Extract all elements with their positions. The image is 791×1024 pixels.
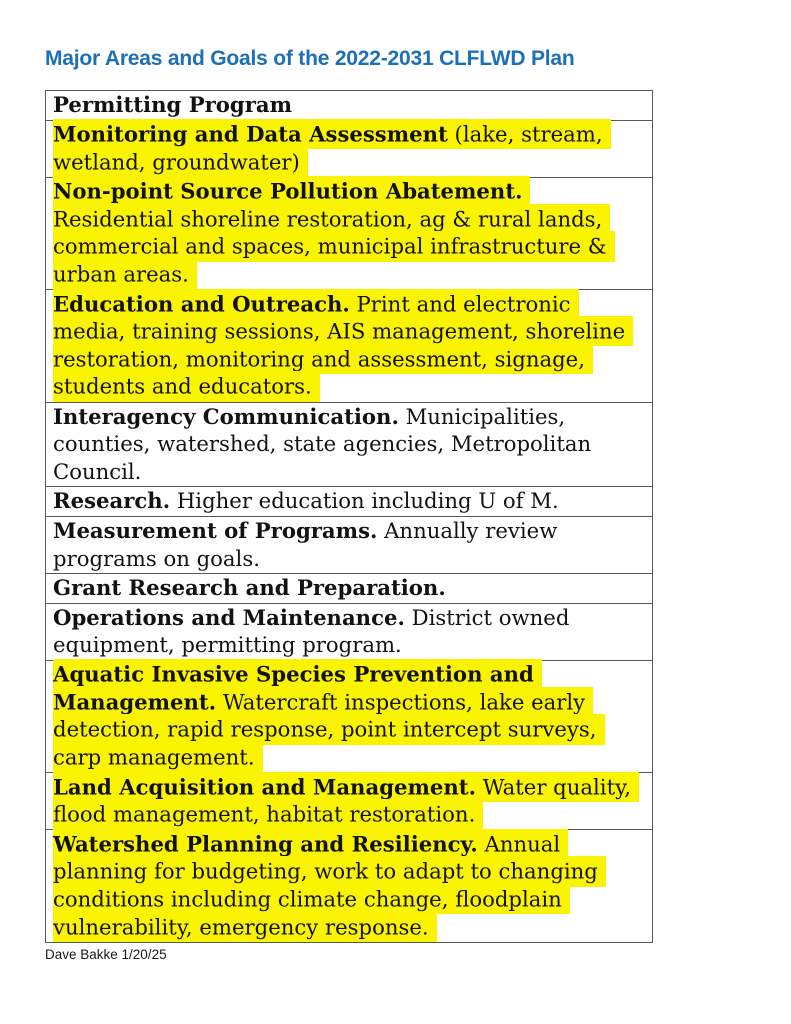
row-topic: Monitoring and Data Assessment [53,121,448,147]
table-cell [46,773,653,830]
table-row [46,91,653,121]
row-topic: Research. [53,488,171,514]
table-row [46,660,653,772]
major-areas-table [45,90,653,943]
page-title: Major Areas and Goals of the 2022-2031 CLFLWD Plan [45,47,575,70]
row-detail: Annual planning for budgeting, work to adapt to changing conditions including climate change, floodplain vulnerability, emergency response. [53,831,598,940]
row-detail: District owned equipment, permitting program. [53,604,570,658]
row-topic: Grant Research and Preparation. [53,575,446,601]
row-detail: Water quality, flood management, habitat restoration. [53,774,631,827]
table-row [46,773,653,830]
table-cell [46,487,653,517]
row-topic: Operations and Maintenance. [53,604,405,630]
row-text [53,488,559,513]
table-row [46,516,653,573]
table-cell [46,290,653,402]
table-cell [46,177,653,289]
table-row [46,487,653,517]
row-text [53,605,569,658]
row-detail: Municipalities, counties, watershed, state agencies, Metropolitan Council. [53,403,592,484]
row-topic: Watershed Planning and Resiliency. [53,831,478,857]
row-text [53,575,446,600]
row-detail: Annually review programs on goals. [53,517,558,571]
table-cell [46,91,653,121]
row-topic: Interagency Communication. [53,403,399,429]
table-cell [46,574,653,604]
row-detail: Watercraft inspections, lake early detection, rapid response, point intercept surveys, carp management. [53,689,597,770]
row-topic: Measurement of Programs. [53,517,378,543]
row-topic: Permitting Program [53,92,293,117]
row-detail: (lake, stream, wetland, groundwater) [53,121,603,175]
table-cell [46,516,653,573]
row-text [53,404,591,484]
table-row [46,290,653,402]
row-detail: Print and electronic media, training sessions, AIS management, shoreline restoration, monitoring and assessment, signage, students and educators. [53,291,626,399]
table-cell [46,120,653,177]
row-topic: Aquatic Invasive Species Prevention and Management. [53,661,534,715]
table-cell [46,830,653,942]
row-text [53,289,633,402]
row-text [53,518,557,571]
table-row [46,402,653,487]
row-detail: Higher education including U of M. [170,488,559,514]
table-row [46,574,653,604]
table-row [46,120,653,177]
row-detail: Residential shoreline restoration, ag & rural lands, commercial and spaces, municipal infrastructure & urban areas. [53,206,607,287]
row-text [53,659,605,772]
table-cell [46,603,653,660]
table-row [46,603,653,660]
row-topic: Education and Outreach. [53,291,350,317]
row-text [53,829,606,942]
row-text [53,772,639,830]
row-text [53,119,611,177]
footer-note: Dave Bakke 1/20/25 [45,946,167,962]
table-cell [46,660,653,772]
major-areas-table-body [46,91,653,943]
row-topic: Land Acquisition and Management. [53,774,476,800]
row-topic: Non-point Source Pollution Abatement. [53,178,523,204]
row-text [53,92,292,117]
table-cell [46,402,653,487]
table-row [46,177,653,289]
row-text [53,176,615,289]
table-row [46,830,653,942]
